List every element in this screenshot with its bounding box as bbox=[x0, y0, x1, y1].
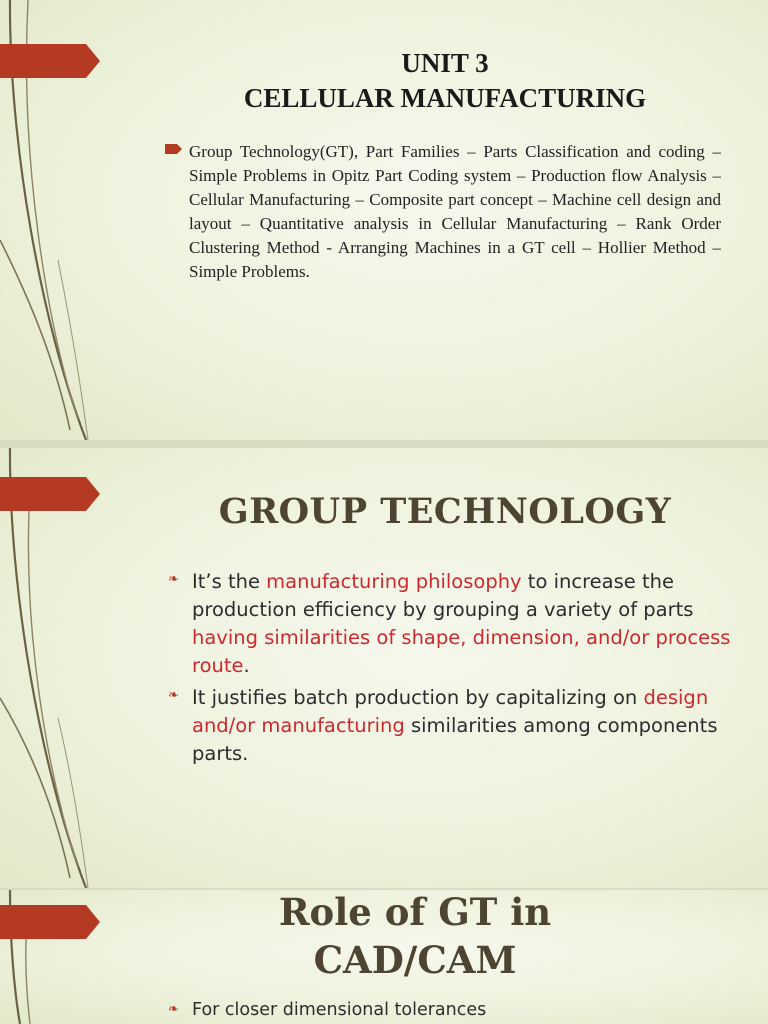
slide-role-of-gt bbox=[0, 890, 768, 1024]
slide-title: GROUP TECHNOLOGY bbox=[218, 491, 672, 532]
text-run: It’s the bbox=[192, 570, 267, 593]
text-run: It justifies batch production by capitalizing on bbox=[192, 686, 644, 709]
bullet-text: For closer dimensional tolerances bbox=[192, 1000, 487, 1020]
decorative-curved-lines bbox=[0, 448, 110, 888]
highlight-text: having similarities of shape, dimension, and/or process route bbox=[192, 626, 731, 677]
title-line: Role of GT in bbox=[278, 890, 552, 934]
floral-heart-icon bbox=[168, 1004, 186, 1016]
text-run: similarities among components parts. bbox=[192, 714, 718, 765]
title-line-unit: UNIT 3 bbox=[401, 48, 489, 78]
red-arrow-ribbon bbox=[0, 905, 100, 939]
red-arrow-ribbon bbox=[0, 477, 100, 511]
bullet-text bbox=[192, 568, 738, 680]
bullet-list bbox=[168, 568, 738, 772]
title-line: CAD/CAM bbox=[313, 938, 517, 982]
floral-heart-icon bbox=[168, 574, 186, 586]
floral-heart-icon bbox=[168, 690, 186, 702]
list-item bbox=[168, 568, 738, 680]
highlight-text: manufacturing philosophy bbox=[266, 570, 522, 593]
highlight-text: design and/or manufacturing bbox=[192, 686, 709, 737]
slide-group-technology bbox=[0, 448, 768, 888]
bullet-text bbox=[192, 684, 738, 768]
list-item bbox=[168, 998, 486, 1022]
topic-bullet bbox=[165, 140, 721, 284]
red-arrow-ribbon bbox=[0, 44, 100, 78]
slide-title bbox=[170, 890, 660, 984]
list-item bbox=[168, 684, 738, 768]
text-run: to increase the production efficiency by grouping a variety of parts bbox=[192, 570, 694, 621]
topic-list-text: Group Technology(GT), Part Families – Parts Classification and coding – Simple Problems in Opitz Part Coding system – Production flow Analysis – Cellular Manufacturing – Composite part concept – Machine cell design and layout – Quantitative analysis in Cellular Manufacturing – Rank Order Clustering Method - Arranging Machines in a GT cell – Hollier Method – Simple Problems. bbox=[189, 142, 721, 281]
slide-divider bbox=[0, 440, 768, 448]
slide-title bbox=[150, 46, 740, 116]
title-line-topic: CELLULAR MANUFACTURING bbox=[243, 83, 647, 113]
slide-unit-3 bbox=[0, 0, 768, 440]
text-run: . bbox=[243, 654, 250, 677]
arrow-bullet-icon bbox=[165, 144, 182, 154]
